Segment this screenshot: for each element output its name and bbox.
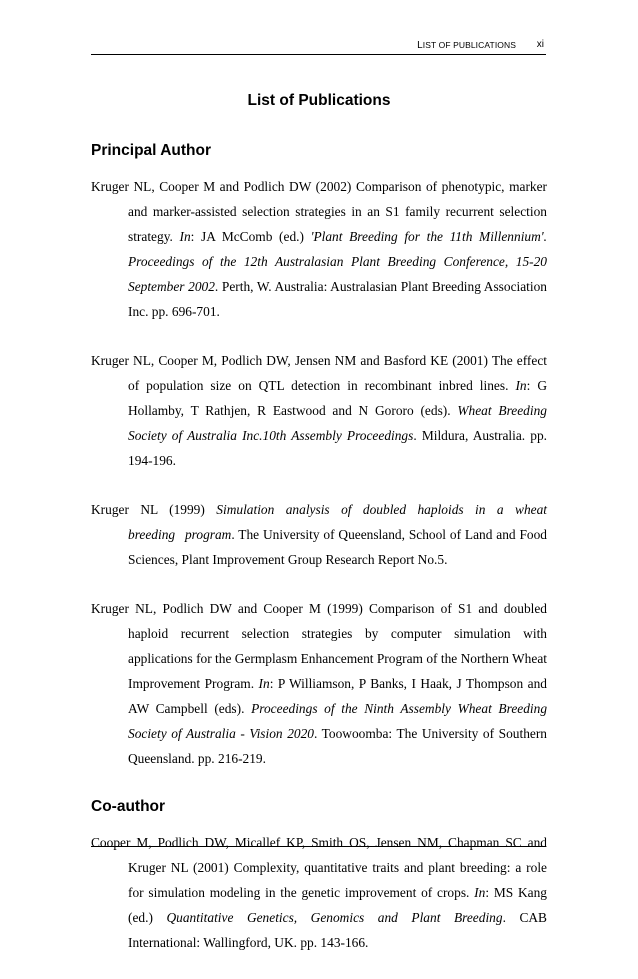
publication-entry <box>91 596 547 771</box>
publication-tail: . CAB International: Wallingford, UK. pp. 143-166. <box>128 910 547 950</box>
publication-source: Quantitative Genetics, Genomics and Plant Breeding <box>166 910 503 925</box>
publication-authors-year: Kruger NL, Cooper M, Podlich DW, Jensen NM and Basford KE (2001) The effect of population size on QTL detection in recombinant inbred lines. <box>91 353 547 393</box>
publication-tail: . Mildura, Australia. pp. 194-196. <box>128 428 547 468</box>
section-heading-principal-author: Principal Author <box>91 142 211 159</box>
publication-editors: : JA McComb (ed.) <box>190 229 311 244</box>
publication-entry <box>91 174 547 324</box>
publication-authors-year: Kruger NL (1999) <box>91 502 217 517</box>
publication-source: Proceedings of the Ninth Assembly Wheat Breeding Society of Australia - Vision 2020 <box>128 701 548 741</box>
publication-tail: . Perth, W. Australia: Australasian Plant Breeding Association Inc. pp. 696-701. <box>128 279 548 319</box>
publication-tail: . The University of Queensland, School of Land and Food Sciences, Plant Improvement Group Research Report No.5. <box>128 527 548 567</box>
publication-in-label: In <box>258 676 270 691</box>
publication-authors-year: Kruger NL, Podlich DW and Cooper M (1999) Comparison of S1 and doubled haploid recurrent selection strategies by computer simulation with applications for the Germplasm Enhancement Program of the Northern Wheat Improvement Program. <box>91 601 547 691</box>
page-title: List of Publications <box>247 92 391 109</box>
publication-in-label: In <box>515 378 527 393</box>
publication-tail: . Toowoomba: The University of Southern Queensland. pp. 216-219. <box>128 726 547 766</box>
publication-title: Simulation analysis of doubled haploids in a wheat breeding program <box>128 502 547 542</box>
footer-rule <box>91 846 546 847</box>
publication-authors-year: Cooper M, Podlich DW, Micallef KP, Smith OS, Jensen NM, Chapman SC and Kruger NL (2001) Complexity, quantitative traits and plant breeding: a role for simulation modeling in the genetic improvement of crops. <box>91 835 547 900</box>
publication-source: Wheat Breeding Society of Australia Inc.10th Assembly Proceedings <box>128 403 547 443</box>
publication-entry <box>91 497 547 572</box>
publication-in-label: In <box>179 229 191 244</box>
running-header-title: LIST OF PUBLICATIONS <box>417 40 516 51</box>
publication-in-label: In <box>474 885 486 900</box>
page-number: xi <box>536 39 544 50</box>
section-heading-co-author: Co-author <box>91 798 166 815</box>
publication-editors: : P Williamson, P Banks, I Haak, J Thompson and AW Campbell (eds). <box>128 676 547 716</box>
running-header <box>91 36 546 55</box>
publication-editors: : MS Kang (ed.) <box>128 885 547 925</box>
publication-source: 'Plant Breeding for the 11th Millennium'. Proceedings of the 12th Australasian Plant Breeding Conference, 15-20 September 2002 <box>128 229 547 294</box>
publication-authors-year: Kruger NL, Cooper M and Podlich DW (2002) Comparison of phenotypic, marker and marker-assisted selection strategies in an S1 family recurrent selection strategy. <box>91 179 547 244</box>
publication-entry <box>91 830 547 955</box>
publication-editors: : G Hollamby, T Rathjen, R Eastwood and N Gororo (eds). <box>128 378 547 418</box>
publication-entry <box>91 348 547 473</box>
